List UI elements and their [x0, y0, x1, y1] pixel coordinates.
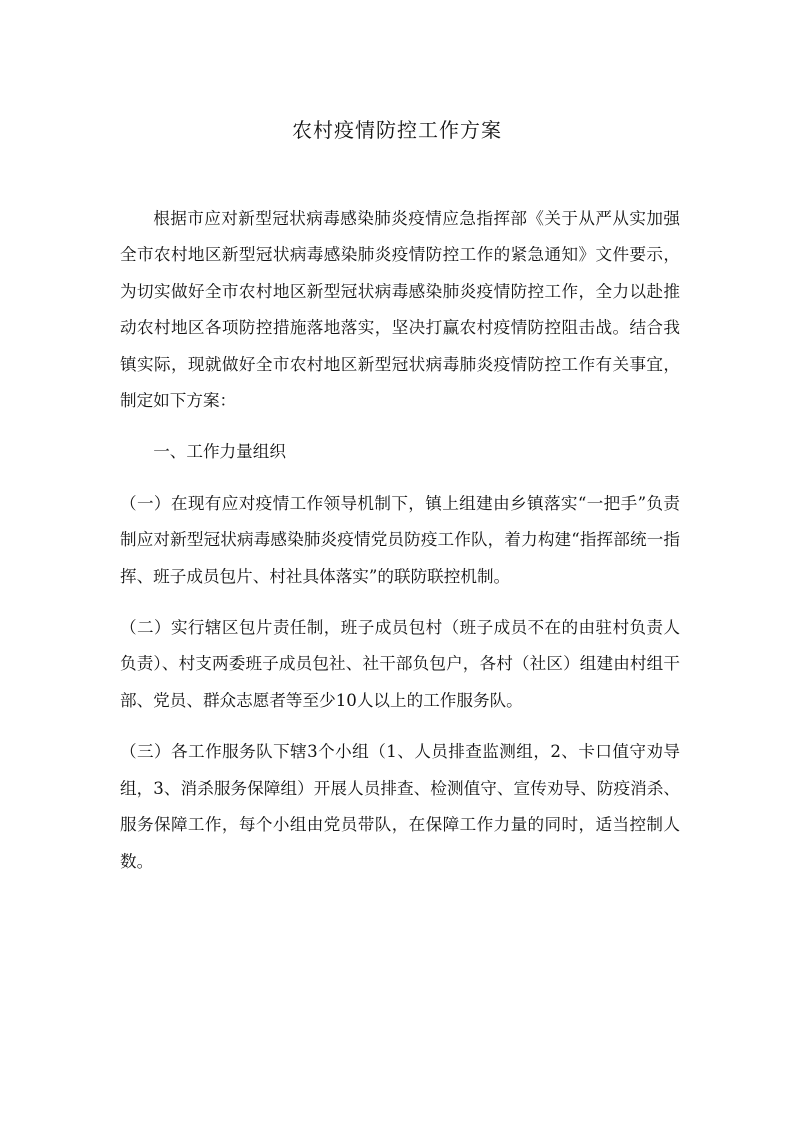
paragraph-item-2: （二）实行辖区包片责任制，班子成员包村（班子成员不在的由驻村负责人负责）、村支两委班子成员包社、社干部负包户，各村（社区）组建由村组干部、党员、群众志愿者等至少10人以上的工作服务队。 [120, 618, 680, 710]
paragraph-intro: 根据市应对新型冠状病毒感染肺炎疫情应急指挥部《关于从严从实加强全市农村地区新型冠状病毒感染肺炎疫情防控工作的紧急通知》文件要示，为切实做好全市农村地区新型冠状病毒感染肺炎疫情防控工作，全力以赴推动农村地区各项防控措施落地落实，坚决打赢农村疫情防控阻击战。结合我镇实际，现就做好全市农村地区新型冠状病毒肺炎疫情防控工作有关事宜，制定如下方案： [120, 209, 680, 411]
paragraph-item-3: （三）各工作服务队下辖3个小组（1、人员排查监测组，2、卡口值守劝导组，3、消杀服务保障组）开展人员排查、检测值守、宣传劝导、防疫消杀、服务保障工作，每个小组由党员带队，在保障工作力量的同时，适当控制人数。 [120, 742, 680, 871]
document-title: 农村疫情防控工作方案 [292, 118, 502, 142]
paragraph-item-1: （一）在现有应对疫情工作领导机制下，镇上组建由乡镇落实“一把手”负责制应对新型冠状病毒感染肺炎疫情党员防疫工作队，着力构建“指挥部统一指挥、班子成员包片、村社具体落实”的联防联控机制。 [120, 493, 680, 586]
document-body [120, 201, 680, 880]
section-heading-work-force: 一、工作力量组织 [153, 442, 286, 462]
